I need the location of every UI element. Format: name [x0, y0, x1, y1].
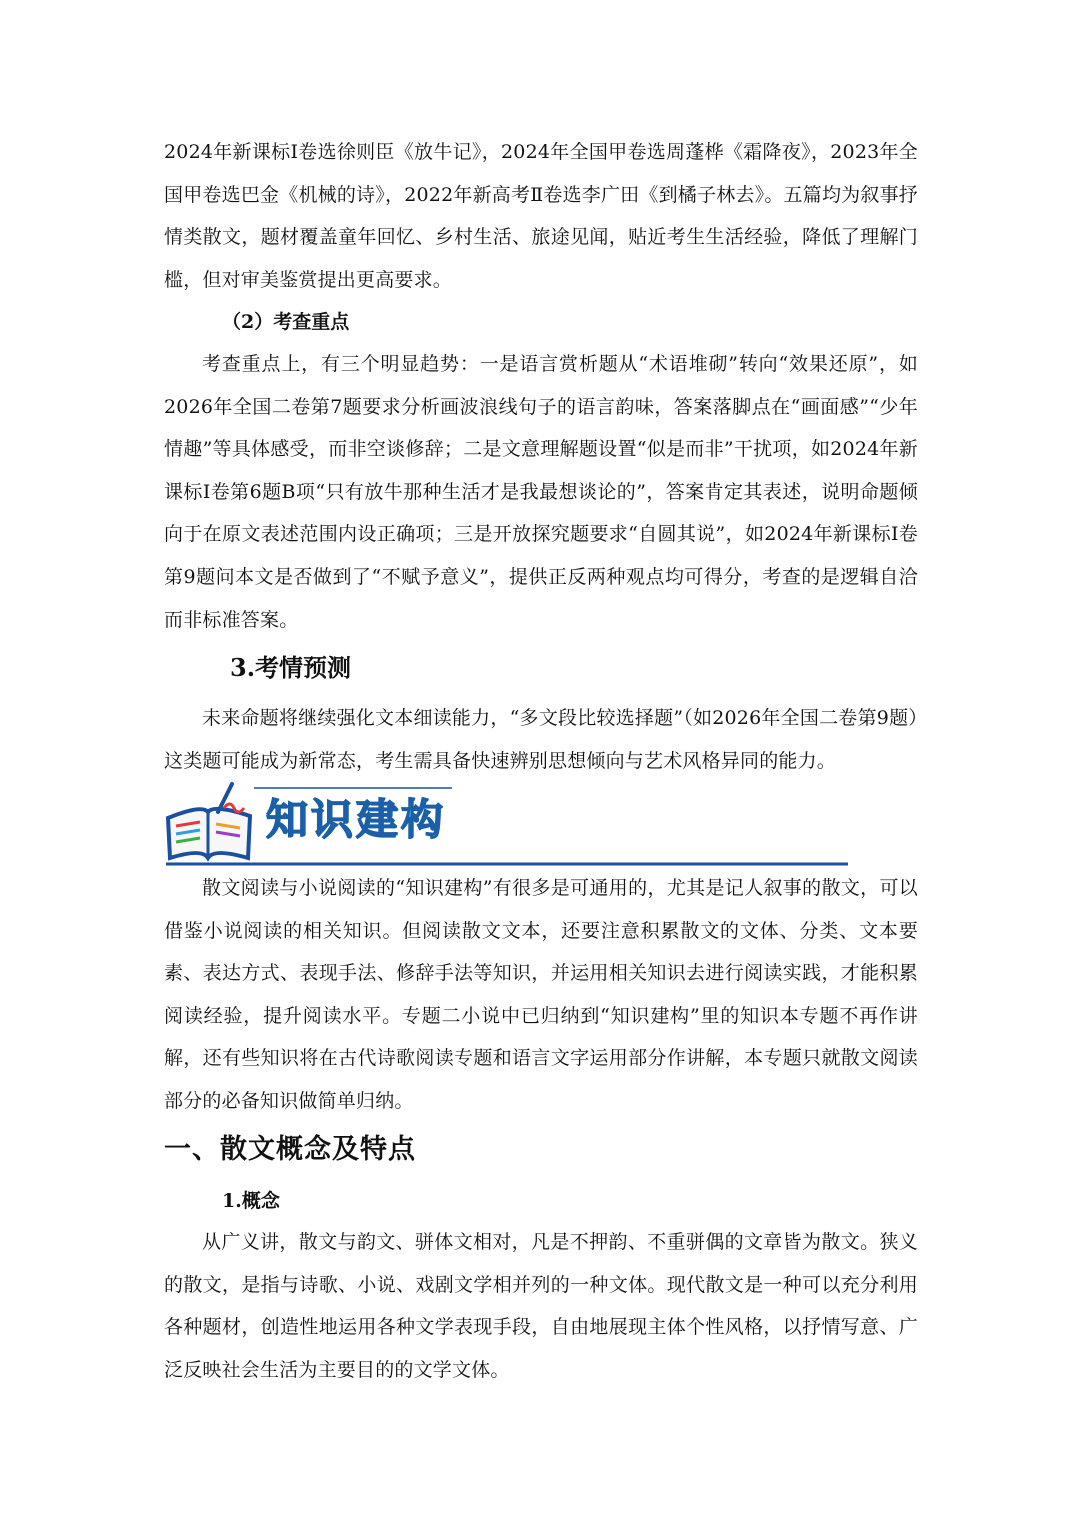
intro-paragraph: 2024年新课标Ⅰ卷选徐则臣《放牛记》，2024年全国甲卷选周蓬桦《霜降夜》，2023年全国甲卷选巴金《机械的诗》，2022年新高考Ⅱ卷选李广田《到橘子林去》。五篇均为叙事抒情类散文，题材覆盖童年回忆、乡村生活、旅途见闻，贴近考生生活经验，降低了理解门槛，但对审美鉴赏提出更高要求。	[164, 141, 918, 291]
exam-focus-paragraph: 考查重点上，有三个明显趋势：一是语言赏析题从“术语堆砌”转向“效果还原”，如2026年全国二卷第7题要求分析画波浪线句子的语言韵味，答案落脚点在“画面感”“少年情趣”等具体感受，而非空谈修辞；二是文意理解题设置“似是而非”干扰项，如2024年新课标Ⅰ卷第6题B项“只有放牛那种生活才是我最想谈论的”，答案肯定其表述，说明命题倾向于在原文表述范围内设正确项；三是开放探究题要求“自圆其说”，如2024年新课标Ⅰ卷第9题问本文是否做到了“不赋予意义”，提供正反两种观点均可得分，考查的是逻辑自洽而非标准答案。	[164, 353, 918, 631]
banner-title: 知识建构	[266, 795, 447, 844]
concept-paragraph: 从广义讲，散文与韵文、骈体文相对，凡是不押韵、不重骈偶的文章皆为散文。狭义的散文，是指与诗歌、小说、戏剧文学相并列的一种文体。现代散文是一种可以充分利用各种题材，创造性地运用各种文学表现手段，自由地展现主体个性风格，以抒情写意、广泛反映社会生活为主要目的的文学文体。	[164, 1231, 918, 1381]
concept-section-heading: 一、散文概念及特点	[164, 1134, 416, 1165]
prediction-heading: 3.考情预测	[230, 653, 352, 682]
open-book-icon	[168, 784, 250, 858]
knowledge-paragraph: 散文阅读与小说阅读的“知识建构”有很多是可通用的，尤其是记人叙事的散文，可以借鉴小说阅读的相关知识。但阅读散文文本，还要注意积累散文的文体、分类、文本要素、表达方式、表现手法、修辞手法等知识，并运用相关知识去进行阅读实践，才能积累阅读经验，提升阅读水平。专题二小说中已归纳到“知识建构”里的知识本专题不再作讲解，还有些知识将在古代诗歌阅读专题和语言文字运用部分作讲解，本专题只就散文阅读部分的必备知识做简单归纳。	[164, 877, 918, 1112]
prediction-paragraph: 未来命题将继续强化文本细读能力，“多文段比较选择题”（如2026年全国二卷第9题）这类题可能成为新常态，考生需具备快速辨别思想倾向与艺术风格异同的能力。	[164, 707, 918, 772]
exam-focus-heading: （2）考查重点	[222, 311, 350, 333]
concept-sub-heading: 1.概念	[222, 1190, 280, 1212]
